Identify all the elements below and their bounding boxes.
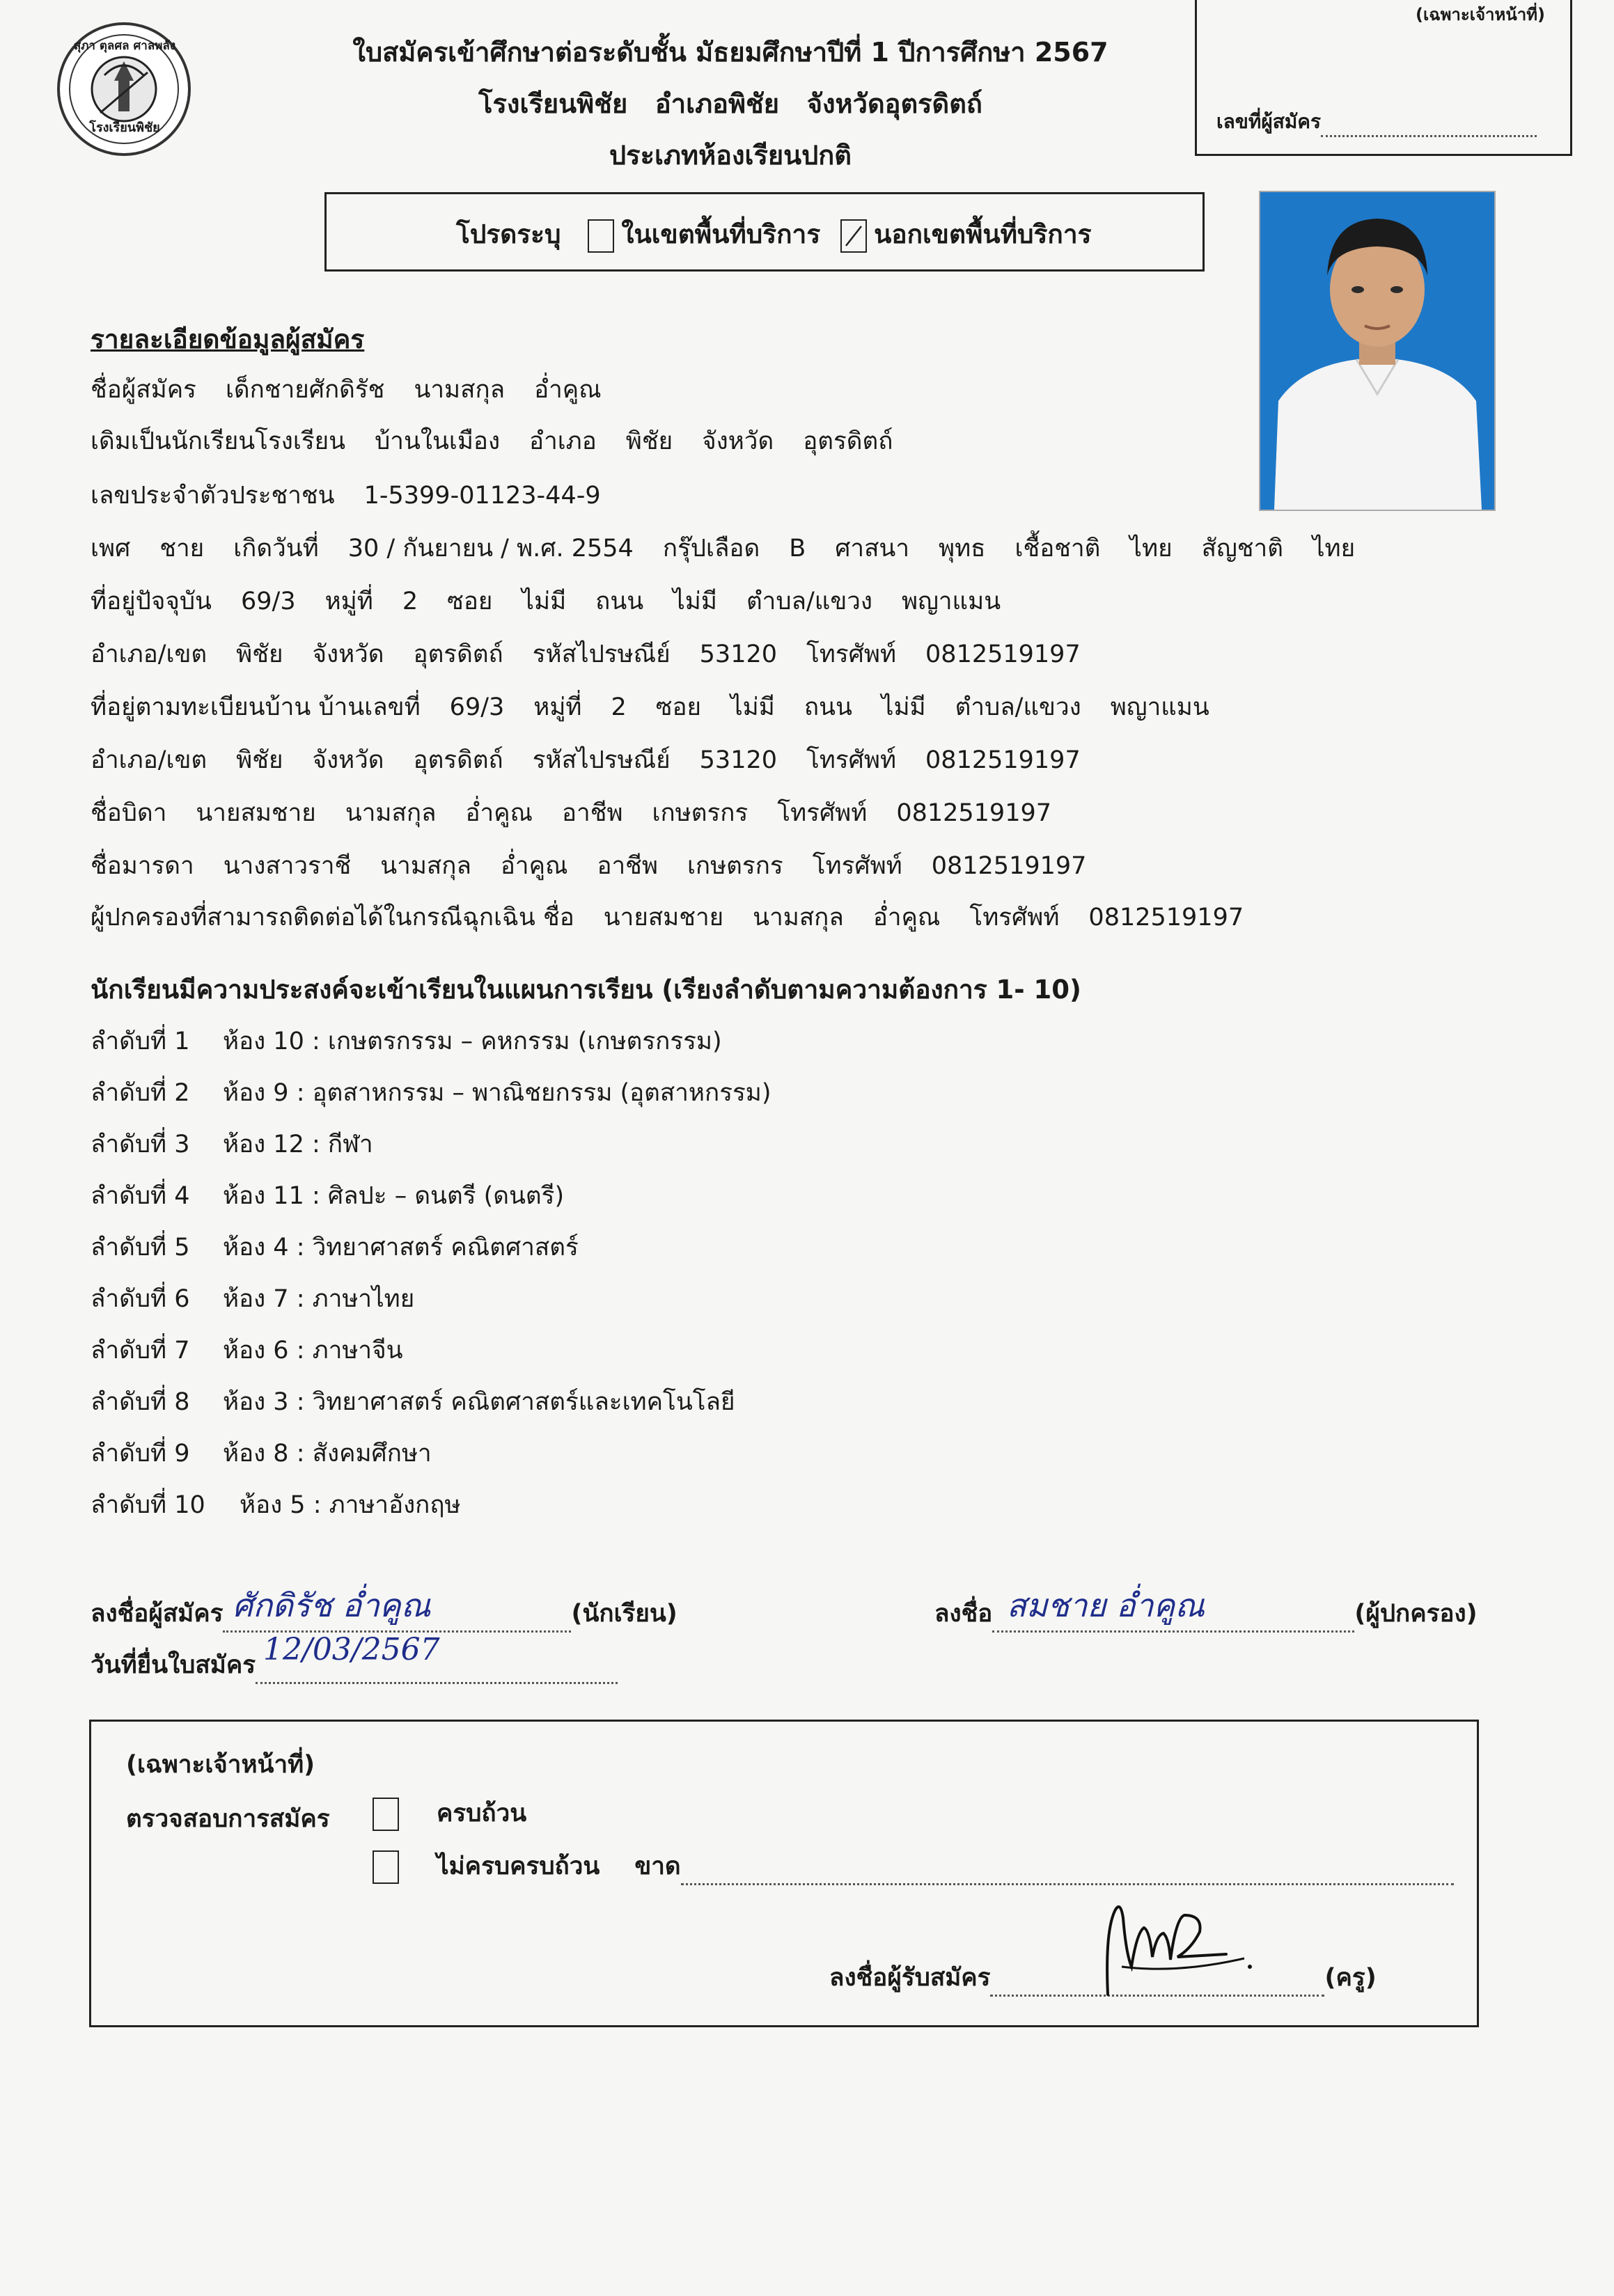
guardian-phone: 0812519197 [1088, 904, 1244, 931]
registered-postal: 53120 [699, 746, 777, 774]
pref-room: ห้อง 9 : อุตสาหกรรม – พาณิชยกรรม (อุตสาหกรรม) [223, 1079, 771, 1107]
list-item [91, 1177, 564, 1215]
list-item [91, 1125, 373, 1163]
father-surname: อ่ำคูณ [465, 799, 533, 827]
name-label: ชื่อผู้สมัคร [91, 376, 196, 404]
pref-rank: ลำดับที่ 6 [91, 1285, 190, 1313]
mother-job: เกษตรกร [687, 852, 783, 880]
school-line: โรงเรียนพิชัย อำเภอพิชัย จังหวัดอุตรดิตถ์ [478, 88, 982, 119]
receiver-role: (ครู) [1324, 1964, 1377, 1992]
nationality: ไทย [1312, 535, 1356, 563]
guardian-phone-label: โทรศัพท์ [969, 904, 1060, 931]
pref-room: ห้อง 6 : ภาษาจีน [223, 1337, 403, 1365]
pref-room: ห้อง 5 : ภาษาอังกฤษ [240, 1491, 461, 1519]
registered-house: 69/3 [449, 693, 505, 721]
applicant-surname: อ่ำคูณ [534, 376, 602, 404]
blood-label: กรุ๊ปเลือด [662, 535, 760, 563]
check-label: ตรวจสอบการสมัคร [126, 1805, 330, 1833]
office-box-title: (เฉพาะเจ้าหน้าที่) [126, 1751, 315, 1779]
office-only-label: (เฉพาะเจ้าหน้าที่) [1416, 5, 1545, 24]
mother-surname-label: นามสกุล [380, 852, 471, 880]
list-item [91, 1383, 735, 1421]
pref-rank: ลำดับที่ 3 [91, 1131, 190, 1158]
mother-job-label: อาชีพ [597, 852, 658, 880]
surname-label: นามสกุล [414, 376, 506, 404]
current-moo: 2 [402, 588, 418, 615]
personal-line [91, 529, 1355, 567]
father-line [91, 794, 1051, 832]
list-item [91, 1331, 403, 1369]
receiver-label: ลงชื่อผู้รับสมัคร [829, 1964, 991, 1992]
prev-province: อุตรดิตถ์ [803, 427, 893, 455]
registered-address-line-2 [91, 741, 1081, 779]
mother-phone: 0812519197 [931, 852, 1087, 880]
current-soi-label: ซอย [447, 588, 493, 615]
birth-date: 30 / กันยายน / พ.ศ. 2554 [347, 535, 634, 563]
ethnicity-label: เชื้อชาติ [1014, 535, 1101, 563]
pref-room: ห้อง 12 : กีฬา [223, 1131, 373, 1158]
registered-phone-label: โทรศัพท์ [806, 746, 897, 774]
pref-room: ห้อง 3 : วิทยาศาสตร์ คณิตศาสตร์และเทคโนโลยี [223, 1388, 735, 1416]
list-item [91, 1434, 432, 1472]
current-province: อุตรดิตถ์ [413, 640, 503, 668]
receiver-signature-scribble [1080, 1890, 1261, 2011]
application-date: 12/03/2567 [263, 1632, 440, 1667]
guardian-name: นายสมชาย [603, 904, 724, 931]
birth-label: เกิดวันที่ [233, 535, 319, 563]
complete-checkbox[interactable] [373, 1798, 399, 1831]
id-line [91, 476, 601, 514]
father-job: เกษตรกร [652, 799, 749, 827]
logo-text-top: สุภา ตุลศล ศาลพลัง [73, 39, 176, 53]
current-postal-label: รหัสไปรษณีย์ [532, 640, 671, 668]
area-out-checkbox[interactable] [840, 219, 867, 253]
current-district-label: อำเภอ/เขต [91, 640, 207, 668]
area-out-label: นอกเขตพื้นที่บริการ [874, 219, 1092, 249]
registered-road: ไม่มี [881, 693, 926, 721]
mother-name: นางสาวราชี [223, 852, 352, 880]
missing-field[interactable] [681, 1883, 1454, 1885]
ethnicity: ไทย [1129, 535, 1173, 563]
registered-province-label: จังหวัด [312, 746, 384, 774]
id-label: เลขประจำตัวประชาชน [91, 482, 335, 510]
pref-rank: ลำดับที่ 7 [91, 1337, 190, 1365]
registered-soi-label: ซอย [655, 693, 702, 721]
guardian-surname: อ่ำคูณ [872, 904, 941, 931]
current-road: ไม่มี [673, 588, 717, 615]
registered-address-label: ที่อยู่ตามทะเบียนบ้าน บ้านเลขที่ [91, 693, 421, 721]
mother-surname: อ่ำคูณ [500, 852, 568, 880]
applicant-no-field[interactable] [1321, 135, 1537, 137]
registered-address-line [91, 688, 1209, 726]
registered-district-label: อำเภอ/เขต [91, 746, 207, 774]
registered-road-label: ถนน [804, 693, 852, 721]
preferences-title: นักเรียนมีความประสงค์จะเข้าเรียนในแผนการเรียน (เรียงลำดับตามความต้องการ 1- 10) [91, 975, 1081, 1005]
guardian-role: (ผู้ปกครอง) [1354, 1600, 1478, 1628]
guardian-signature: สมชาย อ่ำคูณ [1007, 1587, 1205, 1624]
incomplete-label: ไม่ครบครบถ้วน [437, 1853, 600, 1880]
sex: ชาย [159, 535, 205, 563]
religion: พุทธ [939, 535, 986, 563]
blood-group: B [789, 535, 806, 563]
applicant-name-line [91, 370, 602, 409]
prev-school: บ้านในเมือง [375, 427, 501, 455]
father-name: นายสมชาย [196, 799, 316, 827]
pref-room: ห้อง 7 : ภาษาไทย [223, 1285, 415, 1313]
registered-postal-label: รหัสไปรษณีย์ [532, 746, 671, 774]
father-surname-label: นามสกุล [345, 799, 437, 827]
guardian-sign-label: ลงชื่อ [934, 1600, 993, 1628]
applicant-photo [1259, 191, 1496, 511]
nationality-label: สัญชาติ [1201, 535, 1283, 563]
registered-moo: 2 [611, 693, 627, 721]
guardian-surname-label: นามสกุล [753, 904, 844, 931]
list-item [91, 1074, 771, 1112]
current-subdistrict: พญาแมน [902, 588, 1001, 615]
applicant-number-box [1195, 0, 1572, 156]
mother-phone-label: โทรศัพท์ [812, 852, 902, 880]
sex-label: เพศ [91, 535, 131, 563]
incomplete-option [368, 1847, 1454, 1885]
pref-room: ห้อง 11 : ศิลปะ – ดนตรี (ดนตรี) [223, 1182, 565, 1210]
current-phone-label: โทรศัพท์ [806, 640, 897, 668]
list-item [91, 1228, 579, 1266]
pref-rank: ลำดับที่ 1 [91, 1028, 190, 1055]
pref-rank: ลำดับที่ 5 [91, 1234, 190, 1261]
prev-school-line [91, 422, 893, 460]
registered-soi: ไม่มี [730, 693, 775, 721]
list-item [91, 1022, 722, 1060]
complete-label: ครบถ้วน [437, 1800, 527, 1827]
pref-rank: ลำดับที่ 2 [91, 1079, 190, 1107]
mother-line [91, 847, 1086, 885]
missing-label: ขาด [634, 1853, 681, 1880]
prev-district-label: อำเภอ [529, 427, 597, 455]
complete-option [368, 1794, 526, 1832]
date-label: วันที่ยื่นใบสมัคร [91, 1651, 256, 1679]
current-road-label: ถนน [595, 588, 644, 615]
registered-phone: 0812519197 [925, 746, 1081, 774]
pref-rank: ลำดับที่ 8 [91, 1388, 190, 1416]
current-address-line [91, 582, 1001, 620]
list-item [91, 1280, 414, 1318]
area-in-checkbox[interactable] [588, 219, 614, 253]
applicant-signature: ศักดิรัช อ่ำคูณ [233, 1587, 431, 1624]
pref-room: ห้อง 10 : เกษตรกรรม – คหกรรม (เกษตรกรรม) [223, 1028, 722, 1055]
citizen-id: 1-5399-01123-44-9 [363, 482, 601, 510]
prev-province-label: จังหวัด [702, 427, 774, 455]
area-prompt: โปรดระบุ [456, 219, 561, 249]
pref-room: ห้อง 4 : วิทยาศาสตร์ คณิตศาสตร์ [223, 1234, 579, 1261]
current-house: 69/3 [240, 588, 296, 615]
current-postal: 53120 [699, 640, 777, 668]
current-subdistrict-label: ตำบล/แขวง [746, 588, 873, 615]
applicant-no-label: เลขที่ผู้สมัคร [1216, 110, 1322, 133]
father-phone-label: โทรศัพท์ [777, 799, 868, 827]
current-address-line-2 [91, 635, 1081, 673]
area-in-label: ในเขตพื้นที่บริการ [621, 219, 821, 249]
father-job-label: อาชีพ [562, 799, 623, 827]
religion-label: ศาสนา [835, 535, 910, 563]
form-title: ใบสมัครเข้าศึกษาต่อระดับชั้น มัธยมศึกษาปีที่ 1 ปีการศึกษา 2567 [352, 37, 1108, 68]
father-phone: 0812519197 [896, 799, 1051, 827]
pref-room: ห้อง 8 : สังคมศึกษา [223, 1440, 432, 1468]
office-check-box [89, 1720, 1479, 2027]
pref-rank: ลำดับที่ 4 [91, 1182, 190, 1210]
list-item [91, 1486, 461, 1524]
applicant-sign-label: ลงชื่อผู้สมัคร [91, 1600, 224, 1628]
current-province-label: จังหวัด [312, 640, 384, 668]
registered-subdistrict: พญาแมน [1110, 693, 1209, 721]
applicant-role: (นักเรียน) [571, 1600, 677, 1628]
mother-label: ชื่อมารดา [91, 852, 194, 880]
current-soi: ไม่มี [522, 588, 567, 615]
date-field[interactable] [256, 1682, 618, 1684]
current-moo-label: หมู่ที่ [324, 588, 373, 615]
current-phone: 0812519197 [925, 640, 1081, 668]
area-select-box [324, 192, 1205, 272]
guardian-line [91, 898, 1244, 936]
guardian-label: ผู้ปกครองที่สามารถติดต่อได้ในกรณีฉุกเฉิน ชื่อ [91, 904, 574, 931]
registered-moo-label: หมู่ที่ [533, 693, 582, 721]
pref-rank: ลำดับที่ 9 [91, 1440, 190, 1468]
room-type: ประเภทห้องเรียนปกติ [609, 140, 852, 171]
applicant-name: เด็กชายศักดิรัช [225, 376, 385, 404]
pref-rank: ลำดับที่ 10 [91, 1491, 205, 1519]
father-label: ชื่อบิดา [91, 799, 167, 827]
prev-district: พิชัย [625, 427, 673, 455]
registered-province: อุตรดิตถ์ [413, 746, 503, 774]
logo-text-bottom: โรงเรียนพิชัย [89, 120, 160, 135]
registered-subdistrict-label: ตำบล/แขวง [955, 693, 1081, 721]
current-address-label: ที่อยู่ปัจจุบัน [91, 588, 212, 615]
incomplete-checkbox[interactable] [373, 1850, 399, 1884]
registered-district: พิชัย [236, 746, 283, 774]
prev-school-label: เดิมเป็นนักเรียนโรงเรียน [91, 427, 346, 455]
section-title: รายละเอียดข้อมูลผู้สมัคร [91, 324, 365, 354]
current-district: พิชัย [236, 640, 283, 668]
